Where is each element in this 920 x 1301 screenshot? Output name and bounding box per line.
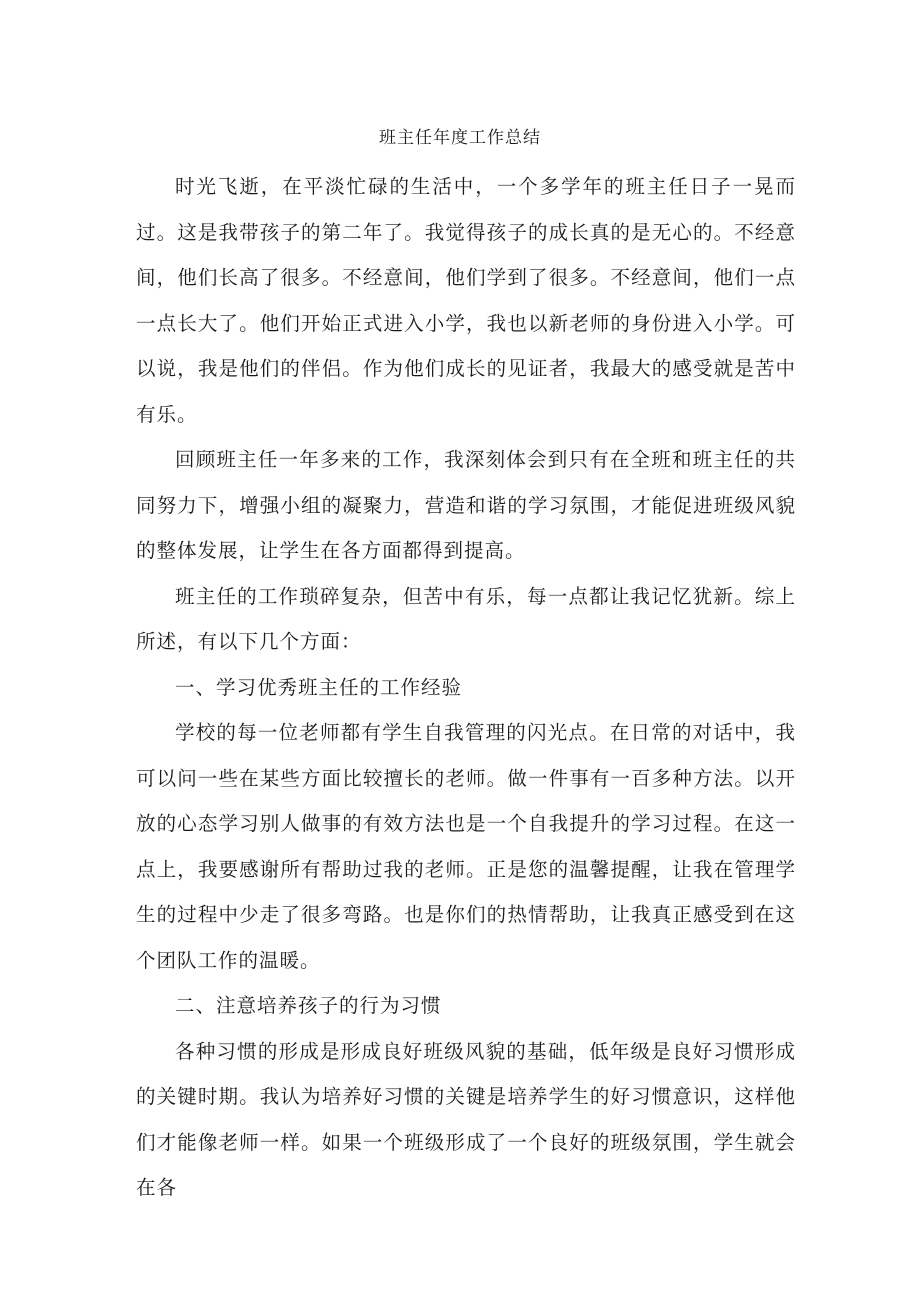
document-title: 班主任年度工作总结 bbox=[379, 128, 541, 148]
section-heading-2: 二、注意培养孩子的行为习惯 bbox=[175, 994, 442, 1017]
document-body bbox=[136, 164, 796, 1211]
paragraph-section-1: 学校的每一位老师都有学生自我管理的闪光点。在日常的对话中，我可以问一些在某些方面比较擅长的老师。做一件事有一百多种方法。以开放的心态学习别人做事的有效方法也是一个自我提升的学习过程。在这一点上，我要感谢所有帮助过我的老师。正是您的温馨提醒，让我在管理学生的过程中少走了很多弯路。也是你们的热情帮助，让我真正感受到在这个团队工作的温暖。 bbox=[136, 721, 796, 972]
paragraph-section-2: 各种习惯的形成是形成良好班级风貌的基础，低年级是良好习惯形成的关键时期。我认为培养好习惯的关键是培养学生的好习惯意识，这样他们才能像老师一样。如果一个班级形成了一个良好的班级氛围，学生就会在各 bbox=[136, 1039, 796, 1199]
paragraph-review: 回顾班主任一年多来的工作，我深刻体会到只有在全班和班主任的共同努力下，增强小组的凝聚力，营造和谐的学习氛围，才能促进班级风貌的整体发展，让学生在各方面都得到提高。 bbox=[136, 448, 796, 562]
paragraph-summary: 班主任的工作琐碎复杂，但苦中有乐，每一点都让我记忆犹新。综上所述，有以下几个方面： bbox=[136, 584, 796, 653]
paragraph-intro: 时光飞逝，在平淡忙碌的生活中，一个多学年的班主任日子一晃而过。这是我带孩子的第二年了。我觉得孩子的成长真的是无心的。不经意间，他们长高了很多。不经意间，他们学到了很多。不经意间，他们一点一点长大了。他们开始正式进入小学，我也以新老师的身份进入小学。可以说，我是他们的伴侣。作为他们成长的见证者，我最大的感受就是苦中有乐。 bbox=[136, 175, 796, 426]
section-heading-1: 一、学习优秀班主任的工作经验 bbox=[175, 675, 463, 699]
